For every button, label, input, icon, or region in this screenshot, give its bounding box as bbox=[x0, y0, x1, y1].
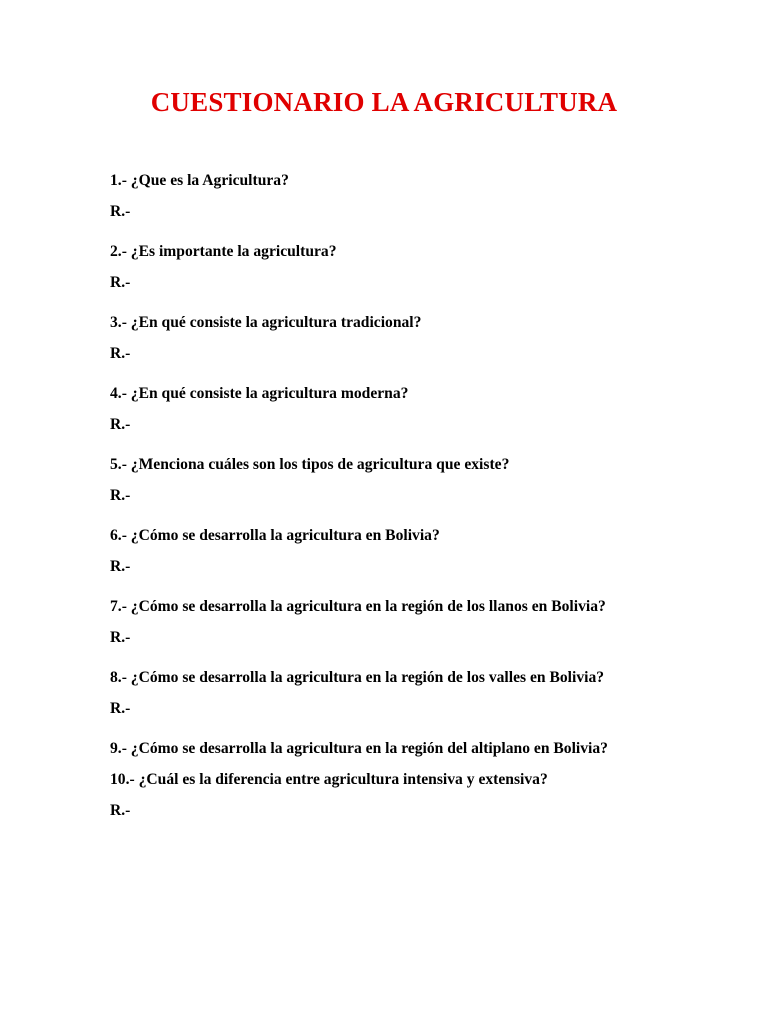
answer-label-6: R.- bbox=[110, 558, 131, 575]
question-2: 2.- ¿Es importante la agricultura? bbox=[110, 243, 337, 260]
answer-label-1: R.- bbox=[110, 203, 131, 220]
question-block-9 bbox=[110, 738, 630, 759]
question-4: 4.- ¿En qué consiste la agricultura moderna? bbox=[110, 385, 409, 402]
question-3: 3.- ¿En qué consiste la agricultura tradicional? bbox=[110, 314, 422, 331]
question-block-5 bbox=[110, 454, 630, 506]
question-block-3 bbox=[110, 312, 630, 364]
question-9: 9.- ¿Cómo se desarrolla la agricultura en la región del altiplano en Bolivia? bbox=[110, 740, 608, 757]
question-block-8 bbox=[110, 667, 630, 719]
document-title: CUESTIONARIO LA AGRICULTURA bbox=[150, 87, 618, 117]
answer-label-10: R.- bbox=[110, 802, 131, 819]
answer-label-8: R.- bbox=[110, 700, 131, 717]
answer-label-7: R.- bbox=[110, 629, 131, 646]
question-10: 10.- ¿Cuál es la diferencia entre agricultura intensiva y extensiva? bbox=[110, 771, 548, 788]
question-block-6 bbox=[110, 525, 630, 577]
question-1: 1.- ¿Que es la Agricultura? bbox=[110, 172, 289, 189]
questions-list bbox=[110, 170, 630, 840]
answer-label-4: R.- bbox=[110, 416, 131, 433]
question-block-2 bbox=[110, 241, 630, 293]
question-block-10 bbox=[110, 769, 630, 821]
question-block-4 bbox=[110, 383, 630, 435]
answer-label-2: R.- bbox=[110, 274, 131, 291]
question-block-7 bbox=[110, 596, 630, 648]
question-5: 5.- ¿Menciona cuáles son los tipos de agricultura que existe? bbox=[110, 456, 510, 473]
answer-label-3: R.- bbox=[110, 345, 131, 362]
question-7: 7.- ¿Cómo se desarrolla la agricultura en la región de los llanos en Bolivia? bbox=[110, 598, 606, 615]
answer-label-5: R.- bbox=[110, 487, 131, 504]
question-6: 6.- ¿Cómo se desarrolla la agricultura en Bolivia? bbox=[110, 527, 440, 544]
question-block-1 bbox=[110, 170, 630, 222]
question-8: 8.- ¿Cómo se desarrolla la agricultura en la región de los valles en Bolivia? bbox=[110, 669, 605, 686]
